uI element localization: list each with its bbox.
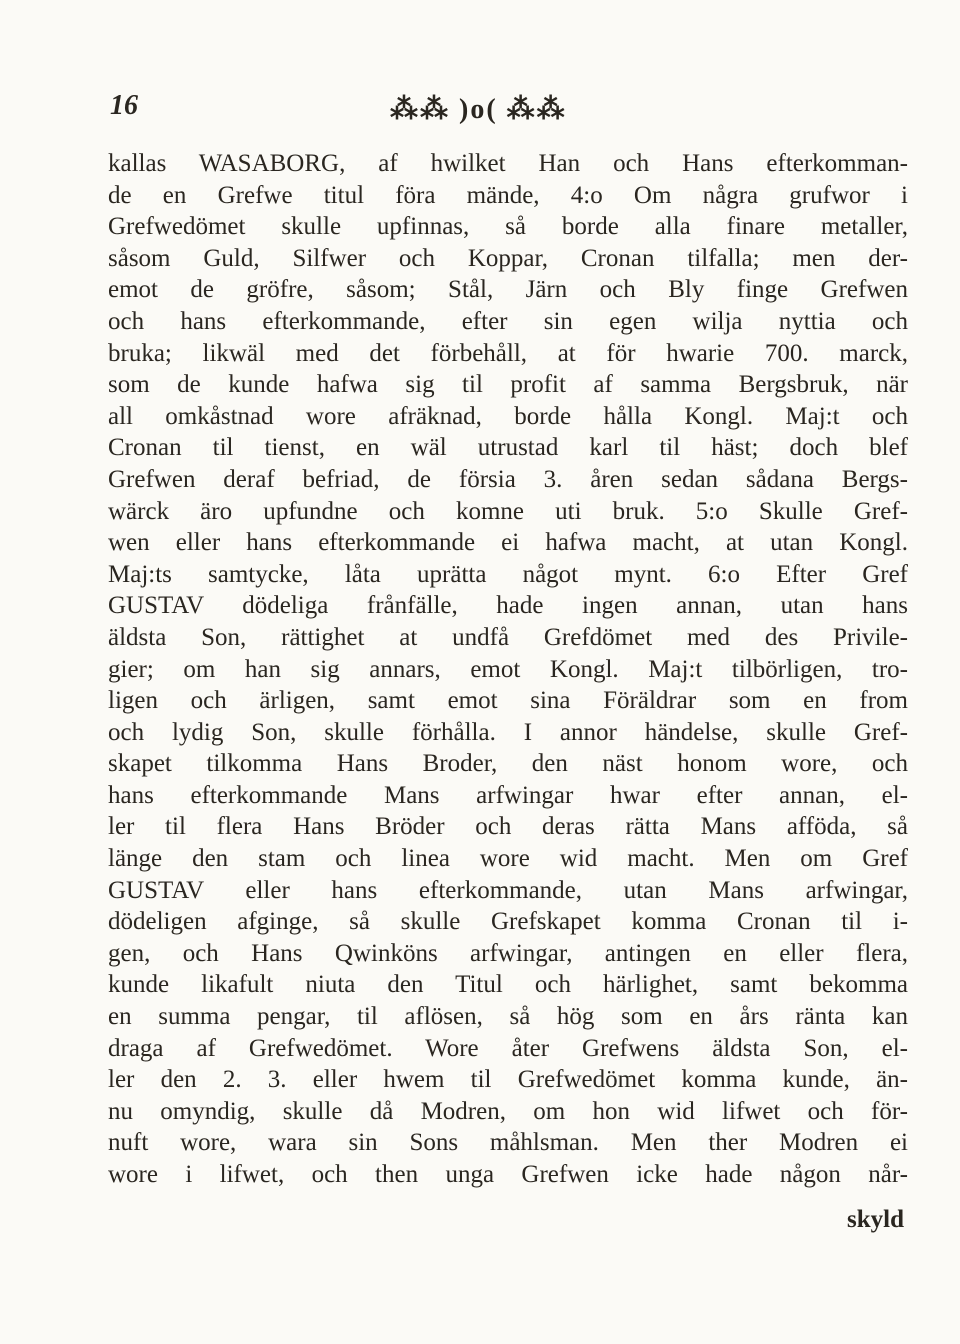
text-line: länge den stam och linea wore wid macht. Men om Gref xyxy=(108,845,908,873)
text-line: ler til flera Hans Bröder och deras rätta Mans afföda, så xyxy=(108,813,908,841)
text-line: en summa pengar, til aflösen, så hög som en års ränta kan xyxy=(108,1003,908,1031)
text-line: som de kunde hafwa sig til profit af samma Bergsbruk, när xyxy=(108,371,908,399)
text-line: och hans efterkommande, efter sin egen wilja nyttia och xyxy=(108,307,908,335)
text-line: gier; om han sig annars, emot Kongl. Maj:t tilbörligen, tro- xyxy=(108,655,908,683)
text-line: kunde likafult niuta den Titul och härlighet, samt bekomma xyxy=(108,971,908,999)
text-line: bruka; likwäl med det förbehåll, at för hwarie 700. marck, xyxy=(108,339,908,367)
text-line: Grefwedömet skulle upfinnas, så borde alla finare metaller, xyxy=(108,213,908,241)
text-line: wore i lifwet, och then unga Grefwen icke hade någon når- xyxy=(108,1161,908,1188)
catchword: skyld xyxy=(847,1206,904,1233)
header-ornament: ⁂⁂ )o( ⁂⁂ xyxy=(390,94,567,125)
text-line: all omkåstnad wore afräknad, borde hålla Kongl. Maj:t och xyxy=(108,402,908,430)
text-line: ligen och ärligen, samt emot sina Föräldrar som en from xyxy=(108,687,908,715)
text-line: GUSTAV dödeliga frånfälle, hade ingen annan, utan hans xyxy=(108,592,908,620)
text-line: dödeligen afginge, så skulle Grefskapet komma Cronan til i- xyxy=(108,908,908,936)
text-line: kallas WASABORG, af hwilket Han och Hans efterkomman- xyxy=(108,150,908,177)
text-line: nuft wore, wara sin Sons måhlsman. Men ther Modren ei xyxy=(108,1129,908,1157)
page-number: 16 xyxy=(110,90,138,121)
text-line: Cronan til tienst, en wäl utrustad karl til häst; doch blef xyxy=(108,434,908,462)
text-line: och lydig Son, skulle förhålla. I annor händelse, skulle Gref- xyxy=(108,718,908,746)
body-text xyxy=(108,148,908,1191)
text-line: ler den 2. 3. eller hwem til Grefwedömet komma kunde, än- xyxy=(108,1066,908,1094)
text-line: GUSTAV eller hans efterkommande, utan Mans arfwingar, xyxy=(108,876,908,904)
text-line: wärck äro upfundne och komne uti bruk. 5:o Skulle Gref- xyxy=(108,497,908,525)
text-line: skapet tilkomma Hans Broder, den näst honom wore, och xyxy=(108,750,908,778)
text-line: Maj:ts samtycke, låta uprätta något mynt. 6:o Efter Gref xyxy=(108,560,908,588)
text-line: draga af Grefwedömet. Wore åter Grefwens äldsta Son, el- xyxy=(108,1034,908,1062)
text-line: såsom Guld, Silfwer och Koppar, Cronan tilfalla; men der- xyxy=(108,244,908,272)
text-line: gen, och Hans Qwinköns arfwingar, antingen en eller flera, xyxy=(108,939,908,967)
text-line: emot de gröfre, såsom; Stål, Järn och Bly finge Grefwen xyxy=(108,276,908,304)
text-line: äldsta Son, rättighet at undfå Grefdömet med des Privile- xyxy=(108,623,908,651)
text-line: nu omyndig, skulle då Modren, om hon wid lifwet och för- xyxy=(108,1097,908,1125)
page-header xyxy=(110,90,910,130)
text-line: Grefwen deraf befriad, de försia 3. åren sedan sådana Bergs- xyxy=(108,465,908,493)
text-line: de en Grefwe titul föra mände, 4:o Om några grufwor i xyxy=(108,181,908,209)
text-line: hans efterkommande Mans arfwingar hwar efter annan, el- xyxy=(108,781,908,809)
text-line: wen eller hans efterkommande ei hafwa macht, at utan Kongl. xyxy=(108,529,908,557)
